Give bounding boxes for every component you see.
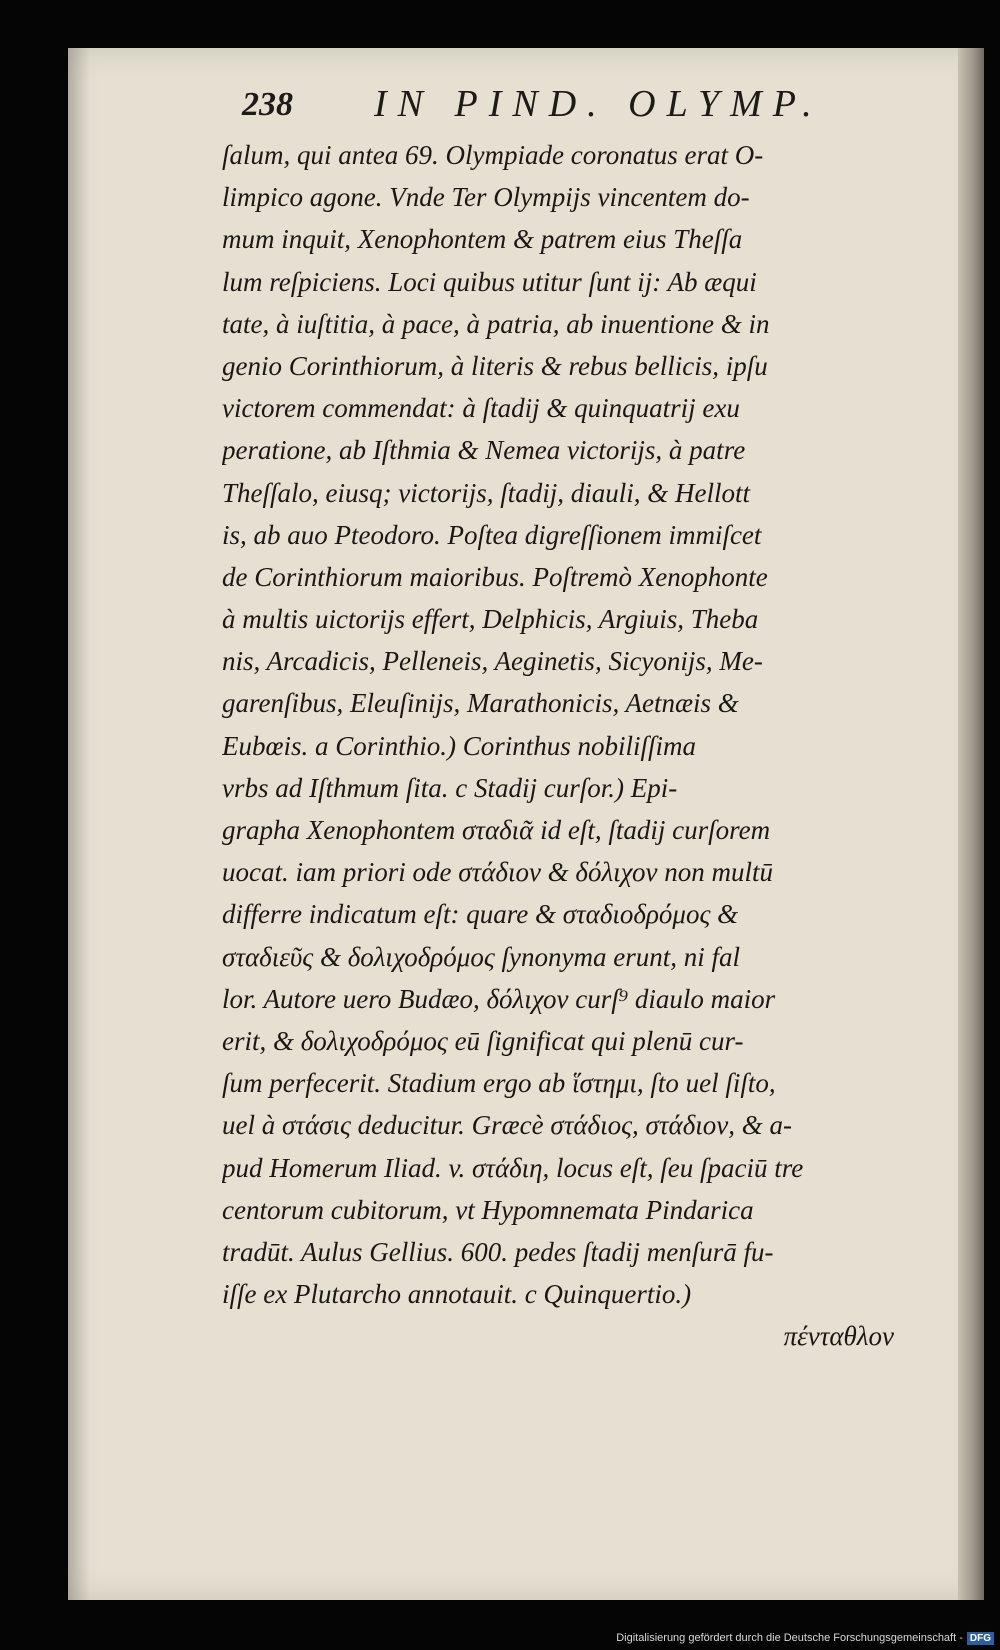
- running-head-title: IN PIND. OLYMP.: [374, 83, 823, 125]
- text-line: σταδιεῦς & δολιχοδρόμος ſynonyma erunt, ni fal: [222, 941, 740, 972]
- credit-text: Digitalisierung gefördert durch die Deutsche Forschungsgemeinschaft -: [616, 1632, 963, 1644]
- text-line: à multis uictorijs effert, Delphicis, Argiuis, Theba: [222, 604, 759, 635]
- text-line: tradūt. Aulus Gellius. 600. pedes ſtadij menſurā fu-: [222, 1236, 774, 1267]
- text-line: victorem commendat: à ſtadij & quinquatrij exu: [222, 393, 740, 424]
- digitization-credit: [616, 1632, 994, 1645]
- text-line: genio Corinthiorum, à literis & rebus bellicis, ipſu: [222, 350, 768, 381]
- text-line: ſum perfecerit. Stadium ergo ab ἵστημι, ſto uel ſiſto,: [222, 1068, 776, 1099]
- text-line: uel à στάσις deducitur. Græcè στάδιος, στάδιον, & a-: [222, 1110, 792, 1141]
- text-line: erit, & δολιχοδρόμος eū ſignificat qui plenū cur-: [222, 1025, 744, 1056]
- text-line: iſſe ex Plutarcho annotauit. c Quinquertio.): [222, 1279, 692, 1310]
- text-line: Eubœis. a Corinthio.) Corinthus nobiliſſima: [222, 730, 697, 761]
- dfg-logo: DFG: [967, 1632, 994, 1645]
- text-line: centorum cubitorum, vt Hypomnemata Pindarica: [222, 1194, 754, 1225]
- text-line: is, ab auo Pteodoro. Poſtea digreſſionem immiſcet: [222, 519, 762, 550]
- text-line: peratione, ab Iſthmia & Nemea victorijs, à patre: [222, 435, 746, 466]
- text-line: πένταθλον: [783, 1321, 894, 1352]
- text-line: differre indicatum eſt: quare & σταδιοδρόμος &: [222, 899, 739, 930]
- text-line: mum inquit, Xenophontem & patrem eius Theſſa: [222, 224, 743, 255]
- text-line: Theſſalo, eiusq; victorijs, ſtadij, diauli, & Hellott: [222, 477, 750, 508]
- text-line: grapha Xenophontem σταδιᾶ id eſt, ſtadij curſorem: [222, 815, 771, 845]
- text-line: vrbs ad Iſthmum ſita. c Stadij curſor.) Epi-: [222, 772, 678, 803]
- body-text: [222, 134, 904, 1357]
- text-line: pud Homerum Iliad. v. στάδιη, locus eſt, ſeu ſpaciū tre: [222, 1152, 804, 1183]
- text-line: nis, Arcadicis, Pelleneis, Aeginetis, Sicyonijs, Me-: [222, 646, 763, 677]
- page-edge: [958, 48, 984, 1600]
- gutter-shadow: [68, 48, 90, 1600]
- text-line: tate, à iuſtitia, à pace, à patria, ab inuentione & in: [222, 308, 770, 339]
- text-line: limpico agone. Vnde Ter Olympijs vincentem do-: [222, 182, 750, 213]
- text-line: lum reſpiciens. Loci quibus utitur ſunt ij: Ab æqui: [222, 266, 757, 297]
- running-head: [242, 82, 882, 130]
- text-line: uocat. iam priori ode στάδιον & δόλιχον non multū: [222, 857, 773, 888]
- text-line: garenſibus, Eleuſinijs, Marathonicis, Aetnæis &: [222, 688, 739, 719]
- text-line: de Corinthiorum maioribus. Poſtremò Xenophonte: [222, 561, 768, 592]
- text-line: lor. Autore uero Budæo, δόλιχον curſ⁹ diaulo maior: [222, 983, 776, 1014]
- page-number: 238: [242, 86, 293, 123]
- text-line: ſalum, qui antea 69. Olympiade coronatus erat O-: [222, 140, 764, 170]
